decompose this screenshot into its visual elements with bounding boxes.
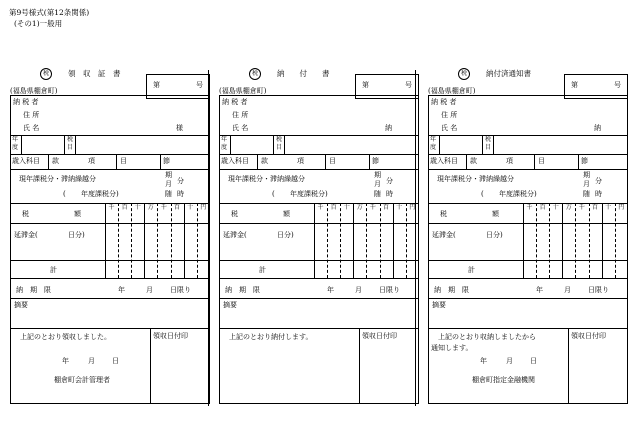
period-zui: 随 (374, 190, 381, 198)
tax-amount-label-2: 額 (492, 210, 499, 218)
deadline-label: 納 期 限 (16, 286, 51, 294)
tax-item-label-2: 目 (485, 144, 492, 151)
kan-label: 款 (52, 157, 59, 165)
fiscal-year-label: 年 (430, 136, 437, 143)
setsu-label: 節 (581, 157, 588, 165)
office-name: (福島県棚倉町) (428, 87, 476, 95)
deadline-label: 納 期 限 (434, 286, 469, 294)
digit-label: 千 (369, 204, 376, 211)
deadline-year: 年 (536, 286, 543, 294)
tax-item-label-2: 目 (67, 144, 74, 151)
kou-label: 項 (88, 157, 95, 165)
period-bun: 分 (177, 177, 184, 185)
number-suffix: 号 (405, 81, 412, 89)
digit-label: 十 (187, 204, 194, 211)
kou-label: 項 (297, 157, 304, 165)
deadline-month: 月 (146, 286, 153, 294)
arrears-days-label: 日分) (68, 231, 85, 239)
digit-label: 円 (409, 204, 416, 211)
digit-label: 千 (160, 204, 167, 211)
digit-label: 百 (330, 204, 337, 211)
tax-amount-label-2: 額 (283, 210, 290, 218)
date-year: 年 (480, 357, 487, 365)
period-zui: 随 (583, 190, 590, 198)
payer-suffix: 納 (594, 124, 601, 132)
total-label: 計 (50, 266, 57, 274)
period-zui: 随 (165, 190, 172, 198)
tax-seal-icon: 税 (458, 68, 470, 80)
digit-label: 十 (134, 204, 141, 211)
year-tax-open: ( (272, 190, 275, 198)
deadline-day: 日限り (379, 286, 400, 294)
tax-item-label: 税 (276, 136, 283, 143)
period-tsuki: 月 (165, 180, 172, 188)
deadline-year: 年 (118, 286, 125, 294)
receipt-date-stamp-label: 領収日付印 (571, 332, 606, 340)
name-label: 氏 名 (23, 124, 40, 132)
digit-label: 百 (539, 204, 546, 211)
panel-title: 領 収 証 書 (68, 69, 121, 78)
payer-label: 納 税 者 (222, 98, 248, 106)
note-line-1: 上記のとおり領収しました。 (20, 333, 111, 341)
digit-label: 百 (174, 204, 181, 211)
year-tax-label: 年度課税分) (81, 190, 119, 198)
digit-label: 千 (317, 204, 324, 211)
deadline-month: 月 (355, 286, 362, 294)
kou-label: 項 (506, 157, 513, 165)
period-ki: 期 (165, 171, 172, 179)
panel-title: 納 付 書 (277, 69, 330, 78)
arrears-label: 延滞金( (432, 231, 456, 239)
arrears-days-label: 日分) (486, 231, 503, 239)
date-day: 日 (530, 357, 537, 365)
period-bun: 分 (595, 177, 602, 185)
period-tsuki: 月 (583, 180, 590, 188)
office-name: (福島県棚倉町) (219, 87, 267, 95)
number-prefix: 第 (571, 81, 578, 89)
digit-label: 円 (618, 204, 625, 211)
deadline-day: 日限り (170, 286, 191, 294)
digit-label: 百 (592, 204, 599, 211)
number-prefix: 第 (153, 81, 160, 89)
date-day: 日 (112, 357, 119, 365)
tax-amount-label: 税 (22, 210, 29, 218)
signer: 棚倉町会計管理者 (54, 376, 110, 384)
digit-label: 万 (565, 204, 572, 211)
name-label: 氏 名 (441, 124, 458, 132)
current-tax-label: 現年課税分・滞納繰越分 (228, 175, 305, 183)
note-line-2: 通知します。 (431, 344, 473, 352)
form-panel (219, 70, 419, 404)
address-label: 住 所 (441, 111, 458, 119)
year-tax-label: 年度課税分) (499, 190, 537, 198)
tax-seal-icon: 税 (249, 68, 261, 80)
address-label: 住 所 (23, 111, 40, 119)
note-line-1: 上記のとおり収納しましたから (438, 333, 536, 341)
year-tax-open: ( (63, 190, 66, 198)
fiscal-year-label-2: 度 (430, 144, 437, 151)
number-suffix: 号 (614, 81, 621, 89)
tax-seal-icon: 税 (40, 68, 52, 80)
date-month: 月 (506, 357, 513, 365)
date-month: 月 (88, 357, 95, 365)
date-year: 年 (62, 357, 69, 365)
form-subtitle: (その1)一般用 (14, 19, 63, 28)
form-panel (428, 70, 628, 404)
kan-label: 款 (470, 157, 477, 165)
payer-label: 納 税 者 (431, 98, 457, 106)
receipt-date-stamp-label: 領収日付印 (153, 332, 188, 340)
current-tax-label: 現年課税分・滞納繰越分 (19, 175, 96, 183)
fiscal-year-label-2: 度 (221, 144, 228, 151)
period-ji: 時 (386, 190, 393, 198)
year-tax-label: 年度課税分) (290, 190, 328, 198)
revenue-item-label: 歳入科目 (12, 157, 40, 165)
moku-label: 目 (538, 157, 545, 165)
fiscal-year-label-2: 度 (12, 144, 19, 151)
note-line-1: 上記のとおり納付します。 (229, 333, 313, 341)
year-tax-open: ( (481, 190, 484, 198)
tax-amount-label: 税 (231, 210, 238, 218)
panel-title: 納付済通知書 (486, 69, 531, 78)
address-label: 住 所 (232, 111, 249, 119)
digit-label: 百 (121, 204, 128, 211)
digit-label: 十 (552, 204, 559, 211)
deadline-label: 納 期 限 (225, 286, 260, 294)
current-tax-label: 現年課税分・滞納繰越分 (437, 175, 514, 183)
digit-label: 万 (356, 204, 363, 211)
digit-label: 万 (147, 204, 154, 211)
form-number: 第9号様式(第12条関係) (9, 8, 90, 17)
total-label: 計 (468, 266, 475, 274)
name-label: 氏 名 (232, 124, 249, 132)
period-ji: 時 (595, 190, 602, 198)
tax-item-label-2: 目 (276, 144, 283, 151)
fiscal-year-label: 年 (12, 136, 19, 143)
form-panel (10, 70, 210, 404)
deadline-day: 日限り (588, 286, 609, 294)
payer-suffix: 様 (176, 124, 183, 132)
setsu-label: 節 (372, 157, 379, 165)
arrears-label: 延滞金( (14, 231, 38, 239)
period-tsuki: 月 (374, 180, 381, 188)
total-label: 計 (259, 266, 266, 274)
remarks-label: 摘要 (14, 301, 28, 309)
number-suffix: 号 (196, 81, 203, 89)
signer: 棚倉町指定金融機関 (472, 376, 535, 384)
office-name: (福島県棚倉町) (10, 87, 58, 95)
period-ji: 時 (177, 190, 184, 198)
period-ki: 期 (583, 171, 590, 179)
period-ki: 期 (374, 171, 381, 179)
receipt-date-stamp-label: 領収日付印 (362, 332, 397, 340)
revenue-item-label: 歳入科目 (221, 157, 249, 165)
arrears-label: 延滞金( (223, 231, 247, 239)
setsu-label: 節 (163, 157, 170, 165)
deadline-year: 年 (327, 286, 334, 294)
fiscal-year-label: 年 (221, 136, 228, 143)
digit-label: 十 (343, 204, 350, 211)
remarks-label: 摘要 (432, 301, 446, 309)
digit-label: 千 (578, 204, 585, 211)
deadline-month: 月 (564, 286, 571, 294)
kan-label: 款 (261, 157, 268, 165)
tax-item-label: 税 (67, 136, 74, 143)
digit-label: 十 (605, 204, 612, 211)
form-frame (428, 95, 628, 404)
moku-label: 目 (120, 157, 127, 165)
number-prefix: 第 (362, 81, 369, 89)
digit-label: 千 (108, 204, 115, 211)
tax-amount-label-2: 額 (74, 210, 81, 218)
remarks-label: 摘要 (223, 301, 237, 309)
digit-label: 十 (396, 204, 403, 211)
payer-suffix: 納 (385, 124, 392, 132)
arrears-days-label: 日分) (277, 231, 294, 239)
moku-label: 目 (329, 157, 336, 165)
digit-label: 円 (200, 204, 207, 211)
digit-label: 千 (526, 204, 533, 211)
form-frame (219, 95, 419, 404)
digit-label: 百 (383, 204, 390, 211)
tax-item-label: 税 (485, 136, 492, 143)
revenue-item-label: 歳入科目 (430, 157, 458, 165)
form-frame (10, 95, 210, 404)
tax-amount-label: 税 (440, 210, 447, 218)
period-bun: 分 (386, 177, 393, 185)
payer-label: 納 税 者 (13, 98, 39, 106)
